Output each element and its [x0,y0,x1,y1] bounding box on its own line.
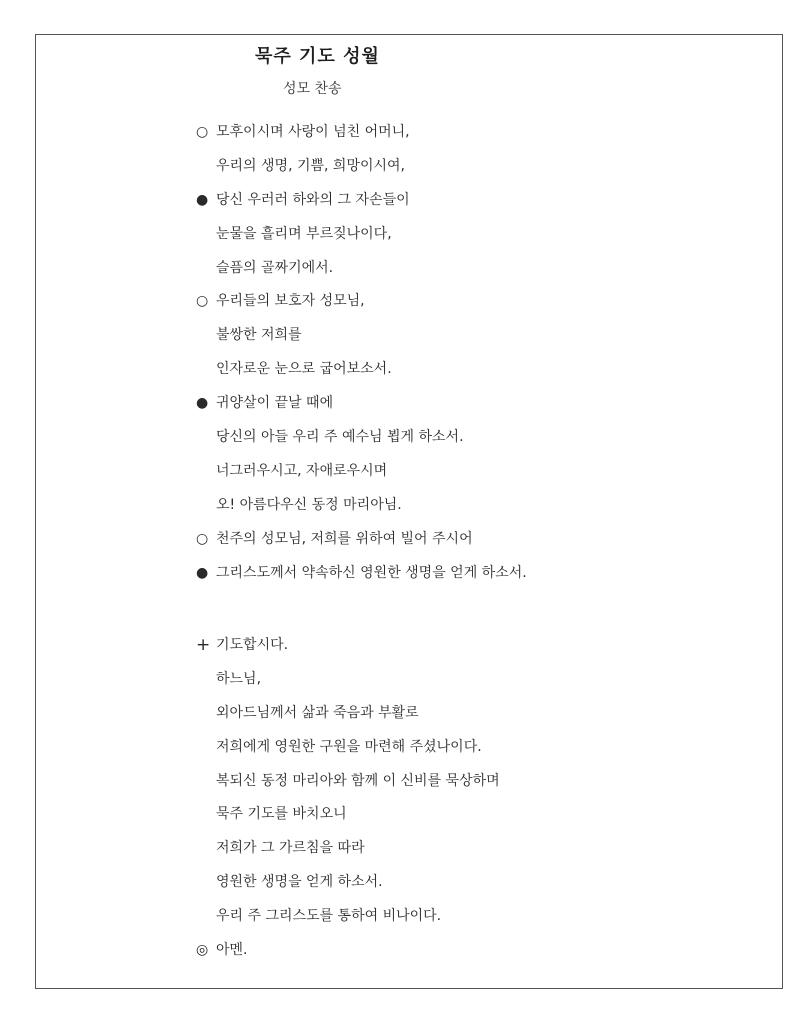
black-circle-icon: ● [196,395,209,412]
litany-line [196,154,527,188]
prayer-section [196,633,500,972]
prayer-line [196,836,500,870]
line-text: 아멘. [216,942,248,959]
litany-line [196,493,527,527]
black-circle-icon: ● [196,191,209,208]
line-text: 오! 아름다우신 동정 마리아님. [216,496,402,513]
line-text: 귀양살이 끝날 때에 [216,395,334,412]
bullseye-icon: ◎ [196,942,209,959]
litany-line [196,289,527,323]
line-text: 외아드님께서 삶과 죽음과 부활로 [216,704,419,721]
line-text: 불쌍한 저희를 [216,327,302,344]
litany-line [196,425,527,459]
litany-line [196,188,527,222]
black-circle-icon: ● [196,564,209,581]
prayer-line [196,769,500,803]
line-text: 슬픔의 골짜기에서. [216,259,334,276]
page-subtitle: 성모 찬송 [283,81,342,97]
line-text: 인자로운 눈으로 굽어보소서. [216,361,392,378]
white-circle-icon: ○ [196,124,209,140]
prayer-line [196,735,500,769]
litany-line [196,391,527,425]
litany-line [196,459,527,493]
line-text: 저희에게 영원한 구원을 마련해 주셨나이다. [216,738,482,755]
litany-line [196,120,527,154]
line-text: 당신 우러러 하와의 그 자손들이 [216,191,410,208]
line-text: 눈물을 흘리며 부르짖나이다, [216,225,392,242]
line-text: 우리들의 보호자 성모님, [216,293,365,310]
line-text: 기도합시다. [216,637,289,653]
litany-line [196,323,527,357]
litany-line [196,222,527,256]
line-text: 너그러우시고, 자애로우시며 [216,462,388,479]
prayer-line [196,633,500,667]
prayer-line [196,904,500,938]
line-text: 저희가 그 가르침을 따라 [216,840,365,857]
litany-line [196,357,527,391]
litany-line [196,527,527,561]
line-text: 천주의 성모님, 저희를 위하여 빌어 주시어 [216,530,473,547]
litany-line [196,256,527,290]
line-text: 하느님, [216,670,262,687]
line-text: 묵주 기도를 바치오니 [216,806,347,823]
prayer-line [196,870,500,904]
litany-line [196,561,527,595]
prayer-line [196,938,500,972]
line-text: 그리스도께서 약속하신 영원한 생명을 얻게 하소서. [216,564,527,581]
line-text: 모후이시며 사랑이 넘친 어머니, [216,124,410,140]
litany-section [196,120,527,594]
line-text: 영원한 생명을 얻게 하소서. [216,874,383,891]
cross-icon: + [196,635,211,655]
white-circle-icon: ○ [196,530,209,547]
prayer-line [196,701,500,735]
page-title: 묵주 기도 성월 [255,46,380,67]
prayer-line [196,667,500,701]
line-text: 우리 주 그리스도를 통하여 비나이다. [216,908,442,925]
line-text: 우리의 생명, 기쁨, 희망이시여, [216,157,405,174]
line-text: 복되신 동정 마리아와 함께 이 신비를 묵상하며 [216,772,500,789]
white-circle-icon: ○ [196,293,209,310]
line-text: 당신의 아들 우리 주 예수님 뵙게 하소서. [216,429,464,446]
prayer-line [196,802,500,836]
